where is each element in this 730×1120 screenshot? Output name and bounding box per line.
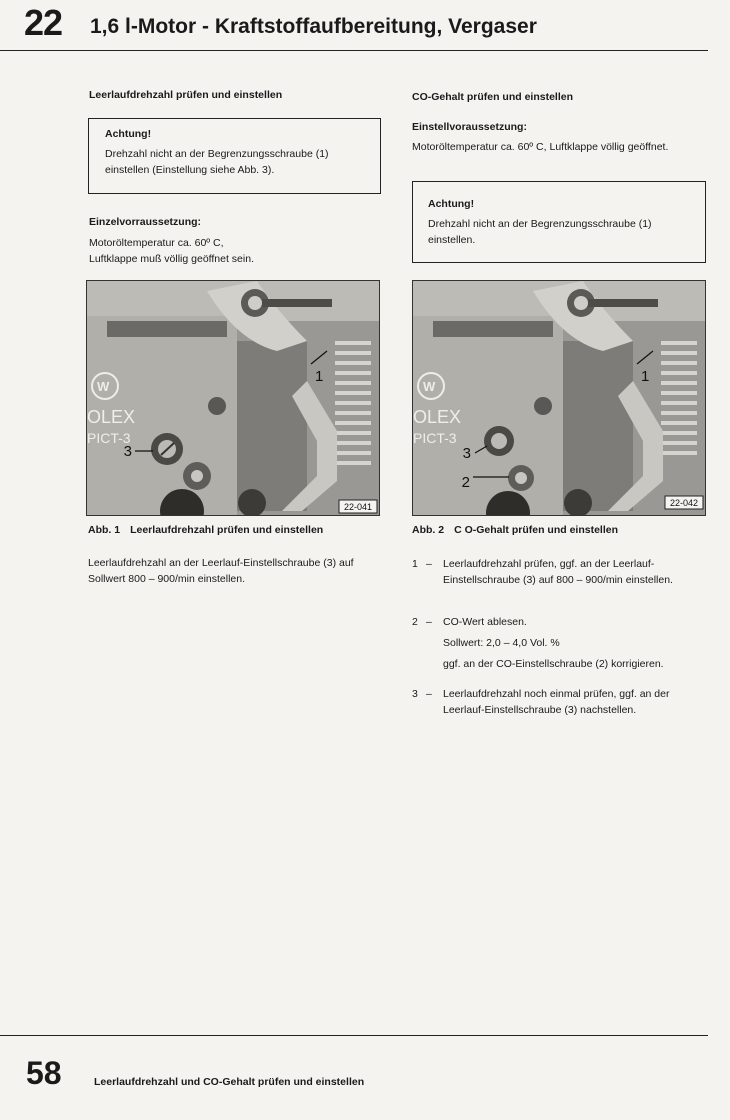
step-2-number: 2 (412, 616, 418, 628)
left-warning-title: Achtung! (105, 128, 152, 140)
header-rule (0, 50, 708, 51)
right-precondition-heading: Einstellvoraussetzung: (412, 121, 527, 133)
figure-1-label-1: 1 (315, 368, 324, 385)
figure-2-label-3: 3 (462, 445, 471, 462)
figure-1-label-3: 3 (123, 443, 132, 460)
left-precondition-heading: Einzelvorraussetzung: (89, 216, 202, 228)
part-text-2: PICT-3 (413, 430, 457, 446)
figure-2-caption-number: Abb. 2 (412, 524, 445, 536)
left-precondition-line1: Motoröltemperatur ca. 60º C, (89, 237, 224, 249)
figure-1-code: 22-041 (343, 502, 373, 512)
figure-1-caption (88, 524, 333, 536)
part-text-1: OLEX (413, 407, 462, 427)
left-section-heading: Leerlaufdrehzahl prüfen und einstellen (89, 89, 283, 101)
figure-2-caption (412, 524, 628, 536)
right-precondition-text: Motoröltemperatur ca. 60º C, Luftklappe völlig geöffnet. (412, 141, 669, 153)
figure-2-photo (412, 280, 706, 516)
part-text-2: PICT-3 (87, 430, 131, 446)
page-number: 58 (26, 1055, 62, 1091)
footer-text: Leerlaufdrehzahl und CO-Gehalt prüfen und einstellen (94, 1076, 365, 1088)
figure-2-caption-text: C O-Gehalt prüfen und einstellen (454, 524, 619, 536)
figure-1-caption-number: Abb. 1 (88, 524, 121, 536)
left-body-text: Leerlaufdrehzahl an der Leerlauf-Einstellschraube (3) auf Sollwert 800 – 900/min einstellen. (88, 557, 354, 585)
step-1-dash: – (426, 558, 432, 570)
step-2-text: CO-Wert ablesen. (443, 616, 527, 628)
carburetor-illustration-1 (87, 281, 379, 515)
footer-rule (0, 1035, 708, 1036)
step-3-number: 3 (412, 688, 418, 700)
step-2-correction: ggf. an der CO-Einstellschraube (2) korrigieren. (443, 658, 664, 670)
svg-text:W: W (423, 379, 436, 394)
step-1-number: 1 (412, 558, 418, 570)
svg-text:W: W (97, 379, 110, 394)
step-1 (412, 556, 708, 604)
step-3 (412, 686, 708, 720)
step-2-target-value: Sollwert: 2,0 – 4,0 Vol. % (443, 637, 560, 649)
right-warning-text: Drehzahl nicht an der Begrenzungsschraube (1) einstellen. (428, 218, 652, 246)
left-precondition-line2: Luftklappe muß völlig geöffnet sein. (89, 253, 254, 265)
figure-2-code: 22-042 (669, 498, 699, 508)
right-warning-title: Achtung! (428, 198, 475, 210)
figure-1-caption-text: Leerlaufdrehzahl prüfen und einstellen (130, 524, 324, 536)
left-warning-box (88, 118, 381, 194)
figure-1-photo (86, 280, 380, 516)
left-warning-text: Drehzahl nicht an der Begrenzungsschraube (1) einstellen (Einstellung siehe Abb. 3). (105, 148, 329, 176)
part-text-1: OLEX (87, 407, 136, 427)
right-section-heading: CO-Gehalt prüfen und einstellen (412, 91, 574, 103)
page-title: 1,6 l-Motor - Kraftstoffaufbereitung, Vergaser (90, 15, 537, 38)
figure-2-label-2: 2 (461, 474, 470, 491)
right-warning-box (412, 181, 706, 263)
step-1-text: Leerlaufdrehzahl prüfen, ggf. an der Leerlauf-Einstellschraube (3) auf 800 – 900/min einstellen. (443, 558, 673, 586)
step-2-dash: – (426, 616, 432, 628)
step-3-text: Leerlaufdrehzahl noch einmal prüfen, ggf. an der Leerlauf-Einstellschraube (3) nachstellen. (443, 688, 670, 716)
step-3-dash: – (426, 688, 432, 700)
figure-2-label-1: 1 (641, 368, 650, 385)
carburetor-illustration-2 (413, 281, 705, 515)
chapter-number: 22 (24, 2, 63, 43)
